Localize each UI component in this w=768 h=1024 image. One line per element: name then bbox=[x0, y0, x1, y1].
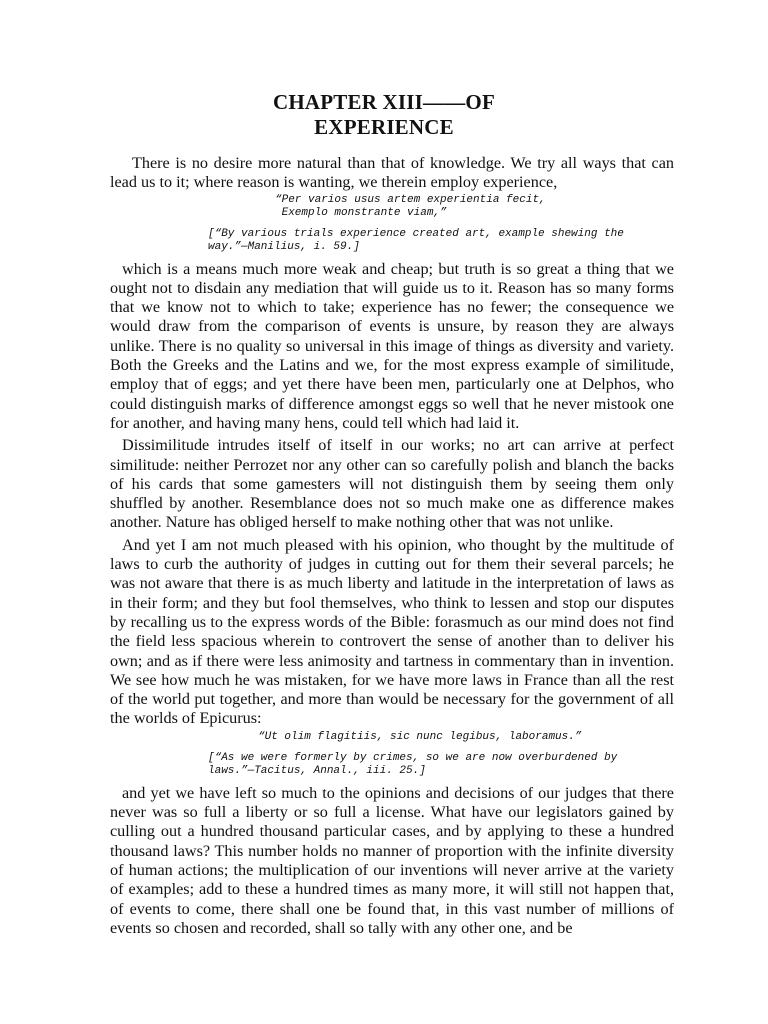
translation-1-line-1: [“By various trials experience created art, example shewing the bbox=[208, 227, 624, 240]
paragraph-3: Dissimilitude intrudes itself of itself in our works; no art can arrive at perfect similitude: neither Perrozet nor any other can so carefully polish and blanch the backs of his cards that some gamesters will not distinguish them by seeing them only shuffled by another. Resemblance does not so much make one as difference makes another. Nature has obliged herself to make nothing other that was not unlike. bbox=[110, 436, 674, 532]
chapter-title-line-2: EXPERIENCE bbox=[314, 115, 454, 139]
latin-quote-2: “Ut olim flagitiis, sic nunc legibus, laboramus.” bbox=[258, 730, 582, 743]
translation-2-line-2: laws.”—Tacitus, Annal., iii. 25.] bbox=[208, 764, 426, 777]
paragraph-4: And yet I am not much pleased with his opinion, who thought by the multitude of laws to curb the authority of judges in cutting out for them their several parcels; he was not aware that there is as much liberty and latitude in the interpretation of laws as in their form; and they but fool themselves, who think to lessen and stop our disputes by recalling us to the express words of the Bible: forasmuch as our mind does not find the field less spacious wherein to controvert the sense of another than to deliver his own; and as if there were less animosity and tartness in commentary than in invention. We see how much he was mistaken, for we have more laws in France than all the rest of the world put together, and more than would be necessary for the government of all the worlds of Epicurus: bbox=[110, 535, 674, 728]
latin-quote-1-line-1: “Per varios usus artem experientia fecit, bbox=[275, 193, 546, 206]
paragraph-1: There is no desire more natural than that of knowledge. We try all ways that can lead us to it; where reason is wanting, we therein employ experience, bbox=[110, 154, 674, 192]
translation-1-line-2: way.”—Manilius, i. 59.] bbox=[208, 240, 360, 253]
chapter-title bbox=[0, 90, 768, 140]
latin-quote-1-line-2: Exemplo monstrante viam,” bbox=[275, 206, 447, 219]
paragraph-2: which is a means much more weak and cheap; but truth is so great a thing that we ought not to disdain any mediation that will guide us to it. Reason has so many forms that we know not to which to take; experience has no fewer; the consequence we would draw from the comparison of events is unsure, by reason they are always unlike. There is no quality so universal in this image of things as diversity and variety. Both the Greeks and the Latins and we, for the most express example of similitude, employ that of eggs; and yet there have been men, particularly one at Delphos, who could distinguish marks of difference amongst eggs so well that he never mistook one for another, and having many hens, could tell which had laid it. bbox=[110, 259, 674, 432]
paragraph-5: and yet we have left so much to the opinions and decisions of our judges that there never was so full a liberty or so full a license. What have our legislators gained by culling out a hundred thousand particular cases, and by applying to these a hundred thousand laws? This number holds no manner of proportion with the infinite diversity of human actions; the multiplication of our inventions will never arrive at the variety of examples; add to these a hundred times as many more, it will still not happen that, of events to come, there shall one be found that, in this vast number of millions of events so chosen and recorded, shall so tally with any other one, and be bbox=[110, 783, 674, 937]
chapter-body bbox=[110, 154, 674, 938]
translation-2-line-1: [“As we were formerly by crimes, so we are now overburdened by bbox=[208, 751, 618, 764]
chapter-title-line-1: CHAPTER XIII——OF bbox=[273, 90, 495, 114]
